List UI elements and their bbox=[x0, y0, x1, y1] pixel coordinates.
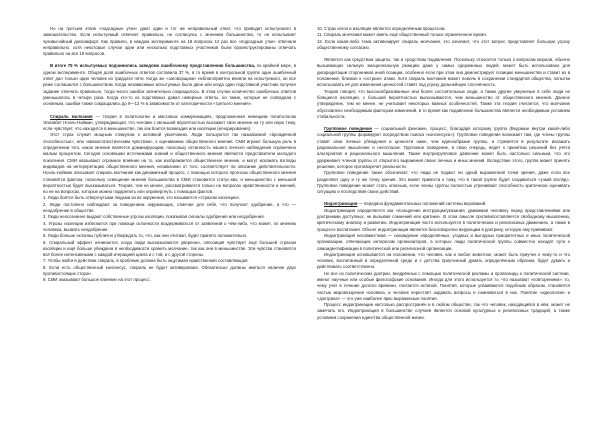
list-item: 4. Угрозы изоляции избегаются при помощи склонности воздерживаться от заявлений о чём-либо, что может, по мнению человека, вызвать неодобрение. bbox=[43, 220, 296, 232]
list-item: 9. СМИ оказывают большое влияние на этот процесс. bbox=[43, 277, 151, 283]
paragraph-text: по крайней мере, в одном эксперименте. Общая доля ошибочных ответов составила 37 %, в то время в контрольной группе один ошибочный ответ дал только один человек из тридцати пяти. Когда же «заговорщики» неблагоприятно влияли на испытуемого, он все реже соглашался с большинством. Когда независимых испытуемых было двое или когда один подставной участник получал задание отвечать правильно, тогда число ошибок значительно сокращалось. В этом случае количество ошибочных ответов уменьшалось в четыре раза. Когда кто-то из подставных давал неверные ответы, но такие, которые не совпадали с основным, ошибки также сокращались до 9—12 % в зависимости от категоричности «третьего мнения». bbox=[43, 63, 296, 107]
left-column bbox=[43, 26, 296, 424]
list-item: 8. Если есть общественный консенсус, спираль не будет активирована. Обязательно должны иметься наличие двух противостоящих сторон. bbox=[43, 264, 296, 276]
list-item: 3. Люди неосознанно выдают собственные угрозы изоляции, показывая сигналы одобрения или неодобрения. bbox=[43, 214, 265, 220]
paragraph: Групповое поведение также обозначает, что люди не подают ни одной выраженной точки зрения, даже если все разделяют одну и ту же точку зрения. Это может привести к тому, что в такой группе будет создаваться «узкий взгляд». Групповое поведение может стать опасным, если члены группы полностью утрачивают способность критически оценивать ситуацию и последствия своих действий. bbox=[317, 170, 570, 195]
paragraph: Но на третьем этапе «подсадные утки» дают один и тот же неправильный ответ, что приводит испытуемого в замешательство. Если испытуемый отвечает правильно, не согласуясь с мнением большинства, то он испытывает чрезвычайный дискомфорт. Как правило, в каждом эксперименте на 18 вопросах 12 раз все «подсадные утки» отвечали неправильно, хотя некоторые случаи одни или несколько подставных участников были проинструктированы отвечать правильно на все 18 вопросов. bbox=[43, 26, 296, 57]
paragraph: Теория говорит, что высокообразованные или более состоятельные люди, а также другие уверенные в себе люди не боящиеся изоляции, с большей вероятностью высказываются, чем меньшинство от общественного мнения. Данное утверждение, тем не менее, не учитывает некоторых важных особенностей. Также эта теория считается, что молчание обусловлено необходимым фактором изменений, в то время как подавление большинства является необходимым условием стабильности. bbox=[317, 88, 570, 119]
term-groupthink: Групповое поведение bbox=[324, 126, 373, 132]
paragraph-text: — передача фундаментальных положений системы верований. bbox=[357, 201, 487, 207]
paragraph-text: — социальный феномен, процесс, благодаря которому группа (Ведомые внутри какой-либо социальной группы формируют посредством поиска «консенсуса»). Групповое поведение возникает там, где члены группы ставят свои личные убеждения и ценности ниже, чем единообразие группы, и стремятся в результате искажать рациональное мышление и несогласие. Групповое поведение, в свою очередь, ведёт к принятию решений без учёта альтернатив и рационального мышления. Также внутригрупповое давление может быть настолько сильным, что это удерживает членов группы от открытого выражения своих личных и иных мнений. Вследствие этого, группа может принять решение, которое противоречит реальности. bbox=[317, 126, 570, 169]
paragraph: Индоктринация определяется как «поощрение инструкции/указания, движимая человеку перед представлениями или доктринами доступных, не вызывая сомнений или критики». В этом смысле противопоставляется свободному мышлению, критическому анализу и развитию. Индоктринация часто используется в политических и религиозных движениях, а также в процессе воспитания. Объект индоктринации является безоговорочно верующим в доктрину, которую ему прививают. bbox=[317, 207, 570, 232]
bold-statement: В итоге 75 % испытуемых подчинились заведомо ошибочному представлению большинства, bbox=[50, 63, 256, 69]
paragraph-text: — теория в политологии и массовых коммуникациях, предложенная немецким политологом Элизабет Ноэль-Нойман, утверждающая, что человек с меньшей вероятностью выскажет свое мнение на ту или иную тему, если чувствует, что находится в меньшинстве, так как боится возмездия или изоляции (игнорирования). bbox=[43, 113, 296, 132]
numbered-list bbox=[43, 195, 296, 283]
list-item: 11. Спираль молчания может иметь ещё общественный только ограниченное время. bbox=[317, 32, 487, 38]
paragraph: Индоктринация несовместима — нахождение определённых, угодных и выгодных приоритетных и иных политической организации, отвечающих интересам организаторов, в которых люди политической группы совместно находят пути к самоидентификации в политической или религиозной организации. bbox=[317, 232, 570, 251]
list-item: 5. Люди больше склонны публично утверждать то, что, как они считают, будет принято положительно. bbox=[43, 233, 248, 239]
list-item: 7. Чтобы найти в действии спираль, в проблеме должна быть ощутимая нравственная составляющая. bbox=[43, 258, 249, 264]
numbered-list bbox=[317, 26, 570, 51]
list-item: 2. Люди постоянно наблюдают за поведением окружающих, отмечая для себя, что получает одобрение, а что — неодобрение в обществе. bbox=[43, 201, 296, 214]
paragraph-groupthink bbox=[317, 126, 570, 170]
list-item: 12. Если какая-либо тема активизирует спираль молчания, это означает, что этот вопрос представляет большую угрозу общественному согласию. bbox=[317, 38, 570, 50]
paragraph-conformity-results bbox=[43, 63, 296, 107]
paragraph: Индоктринация основывается на положении, что человек, как и любое животное, может быть приучен к чему-то и что человек, воспитанный в определённой среде и с детства приученный думать определённым образом, будет думать и действовать соответственно. bbox=[317, 251, 570, 270]
paragraph: Этот страх служит мощным стимулом к активной умолчанию. Люди пользуются так называемой «врождённой способностью», или «квазистатистическим чувством», к оцениванию общественного мнения. СМИ играют большую роль в определении того, какое мнение является доминирующим, поскольку истинность нашего личного наблюдения ограничено малым процентом. Сегодня основными источниками знаний и общественного мнения являются представители молодого поколения. СМИ оказывают огромное влияние на то, как изображается общественное мнение, и могут искажать взгляды индивидов на интерпретацию общественного мнения, независимо от того, соответствует ли описание действительности. Ноэль-Нойман описывает спираль молчания как динамичный процесс, с помощью которого прогнозы общественного мнения становятся фактом, поскольку освещение мнения большинства в СМИ становится статус-кво, и меньшинство с меньшей вероятностью будет высказываться. Теория, тем не менее, рассматривается только на вопросах нравственности и мнений, но не на вопросах, которые можно подкрепить или опровергнуть с помощью фактов. bbox=[43, 132, 296, 195]
term-spiral-of-silence: Спираль молчания bbox=[50, 113, 93, 119]
paragraph: Не все из политических доктрин, внедрённых с помощью политической рекламы и пропаганды к политической системе, имеют научные или особые философские основания. Иногда для этого используется то, что называют «повторением»: то, чему учат в течение долгого времени, считается истиной. Понятия, которые усваиваются подобным образом, становятся частью мировоззрения человека, и человек перестаёт задавать вопросы и сомневаться в них. Понятие «идеология» и «доктрина» — это уже наиболее ярко выраженные понятия. bbox=[317, 270, 570, 301]
term-indoctrination: Индоктринация bbox=[324, 201, 358, 207]
right-column bbox=[317, 26, 570, 424]
list-item: 10. Страх изгоя и изоляции является определённым процессом. bbox=[317, 26, 446, 31]
paragraph: Является как средством защиты, так и средством подавления. Поскольку относится только к вопросам морали, обычно вызывающих сильную эмоциональную реакцию даже у самых сдержанных людей, может быть использовано для дискредитации сторонников иной позиции, особенно если при этом она демонстрирует позицию меньшинства и ставит их в положение, близкое к «острию» атаки. Хотя спираль молчания может помочь в сохранении стандартов общества, попытки использовать её для изменения ценностей ставят под угрозу дальнейшую сплочённость. bbox=[317, 57, 570, 88]
list-item: 1. Люди боятся быть отвергнутыми людьми из их окружения, это называется «страхом изоляции». bbox=[43, 195, 241, 201]
paragraph-spiral-of-silence bbox=[43, 114, 296, 133]
paragraph: Процесс индоктринации настолько распространён и в любом обществе, так что человек, находящийся в нём, может не замечать его. Индоктринация в большинстве случаев является основой культурных и религиозных традиций, а также условием сохранения единства общественной жизни. bbox=[317, 302, 570, 320]
list-item: 6. Спиральный эффект начинается, когда люди высказываются уверенно, оппозиция чувствует ещё большей страхом изоляции и ещё больше убеждена в необходимости хранить молчание, так как они в меньшинстве. Эти чувства становятся всё более интенсивными с каждой итерацией цикла и с той, и с другой стороны. bbox=[43, 239, 296, 258]
